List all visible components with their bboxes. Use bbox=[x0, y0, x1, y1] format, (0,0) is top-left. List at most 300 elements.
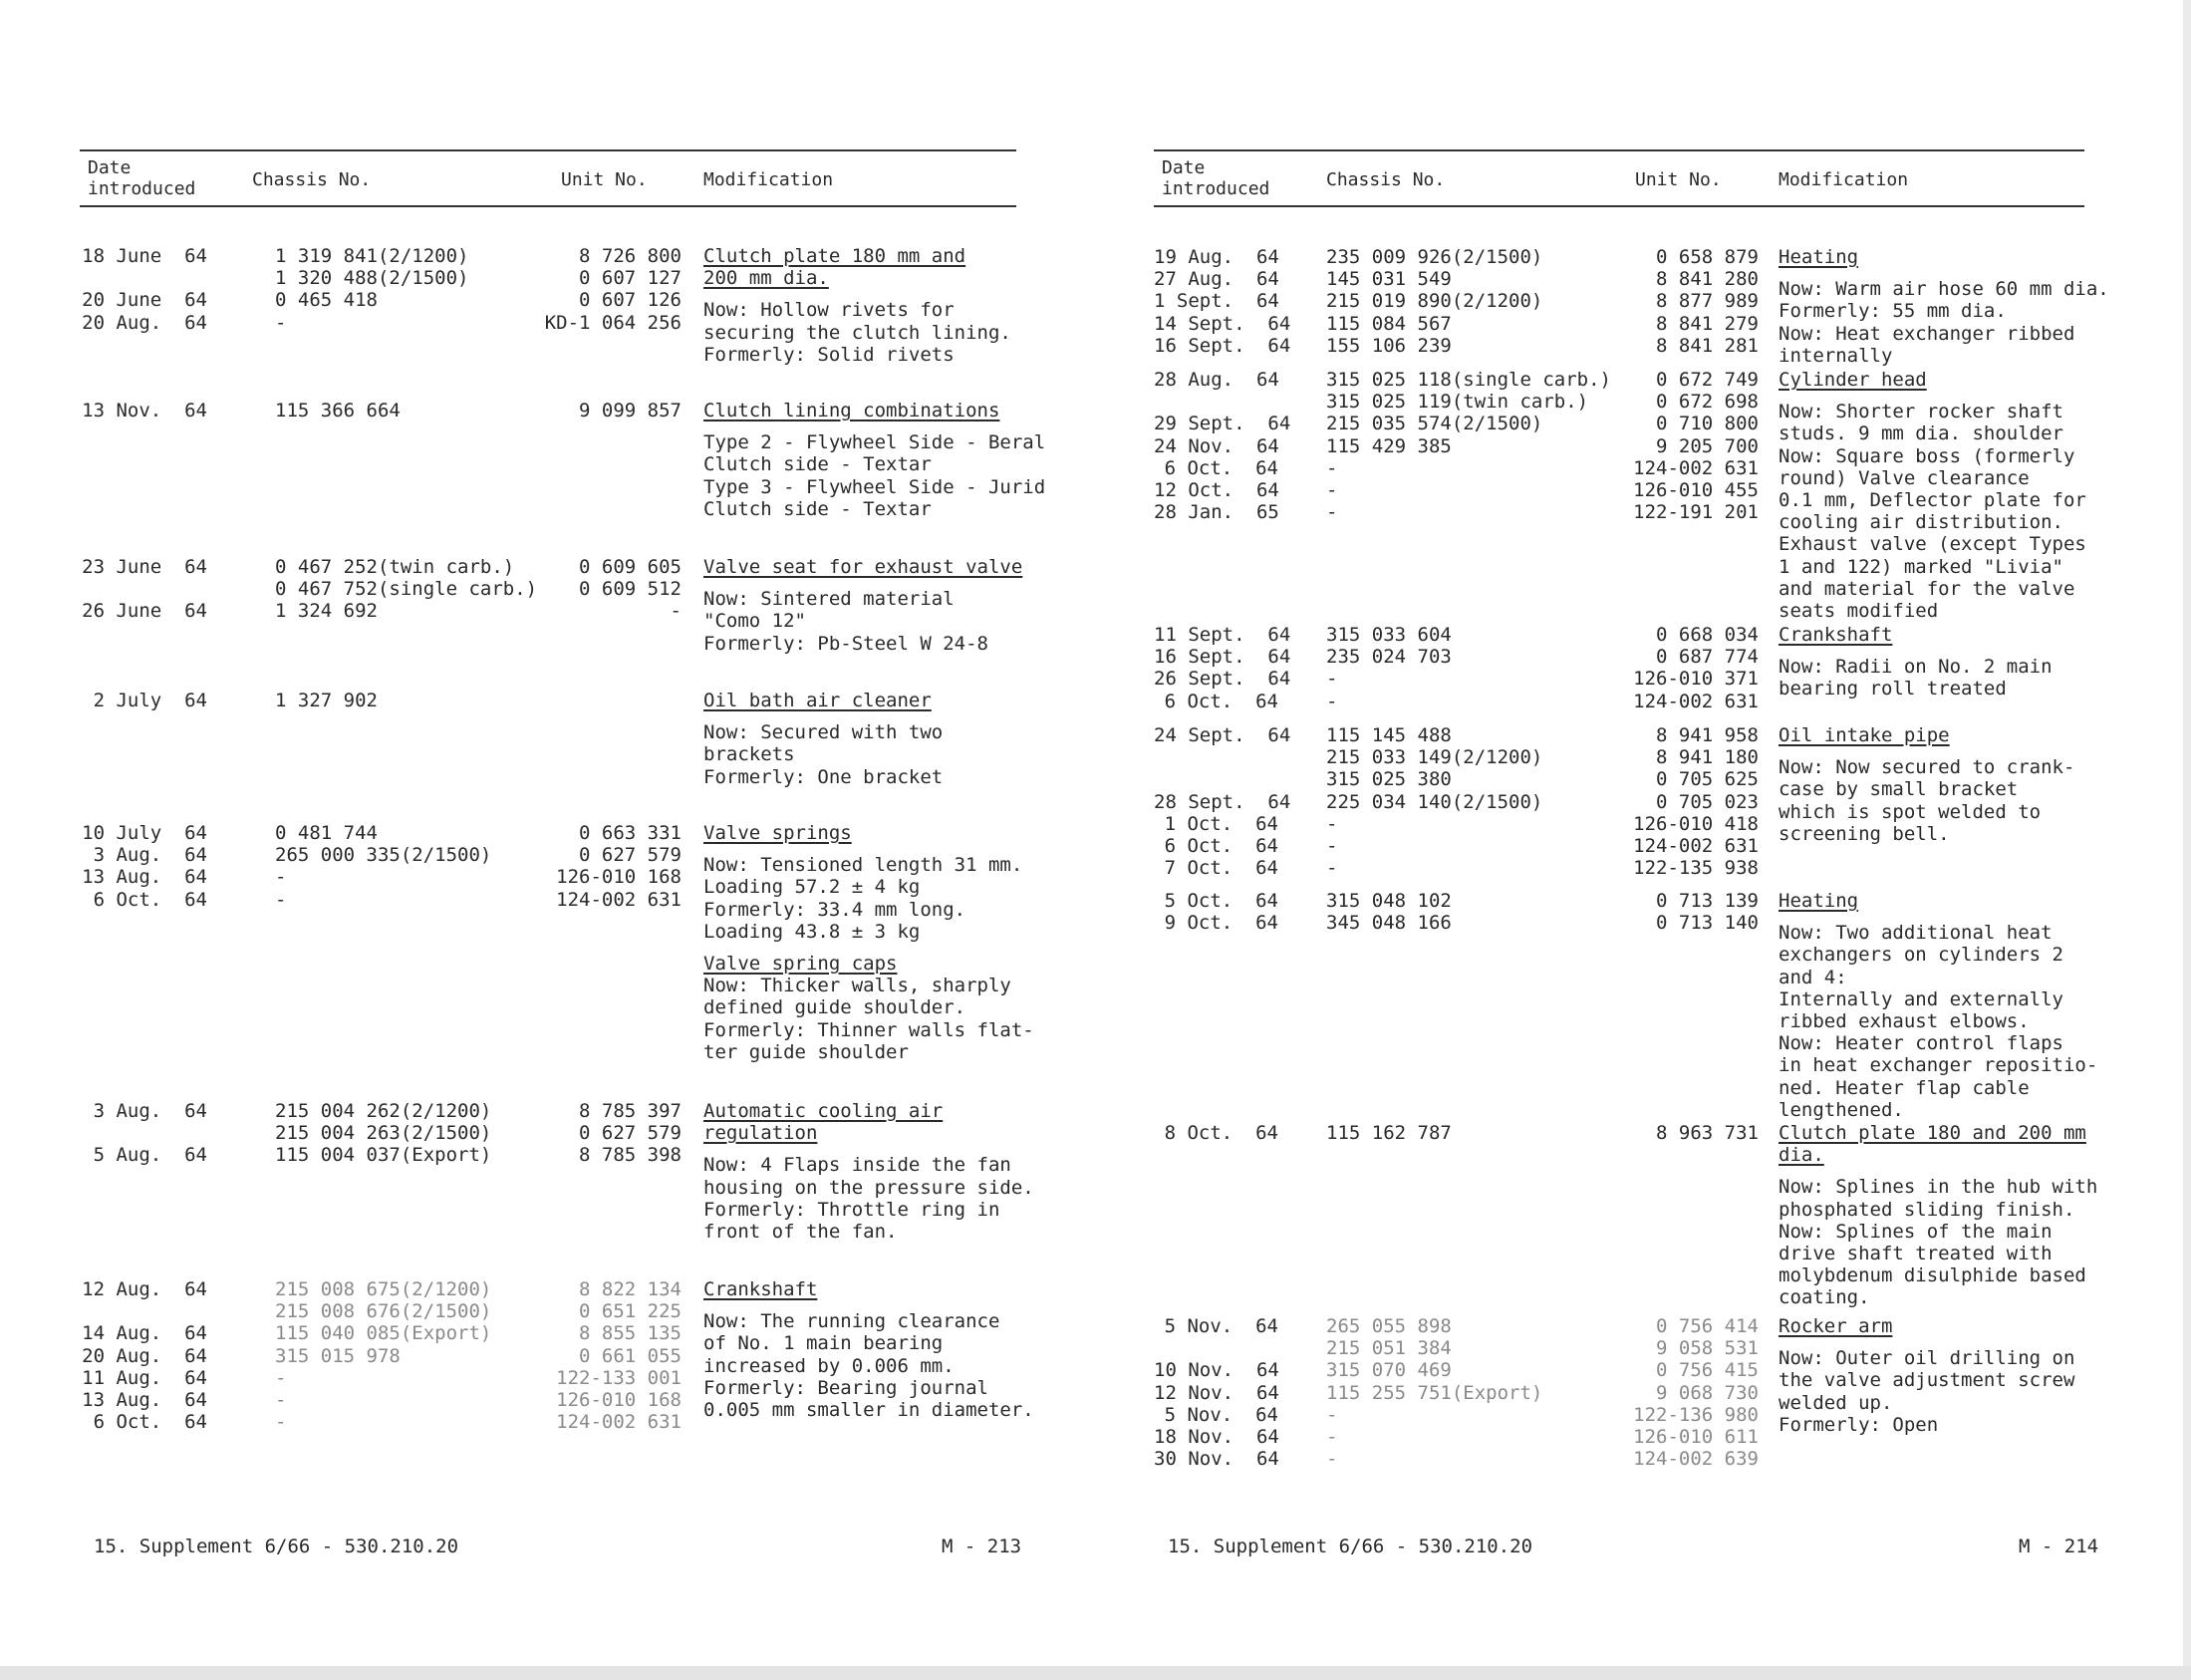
date-cell bbox=[80, 690, 207, 711]
unit-cell bbox=[1154, 724, 1759, 879]
unit-number: 126-010 371 bbox=[1633, 668, 1759, 691]
spacer bbox=[703, 289, 1011, 299]
chassis-number: - bbox=[1326, 834, 1338, 857]
unit-cell bbox=[80, 245, 682, 334]
modification-title: dia. bbox=[1779, 1144, 1824, 1167]
modification-text: Formerly: Thinner walls flat- bbox=[703, 1018, 1034, 1041]
chassis-number: 215 008 676(2/1500) bbox=[275, 1300, 492, 1323]
modification-text: Type 2 - Flywheel Side - Beral bbox=[703, 431, 1046, 454]
date-introduced: 28 Jan. 65 bbox=[1154, 501, 1279, 524]
chassis-number: - bbox=[1326, 857, 1338, 880]
chassis-number: 115 145 488 bbox=[1326, 724, 1452, 746]
date-introduced: 23 June 64 bbox=[82, 556, 207, 578]
spacer bbox=[703, 421, 1045, 431]
unit-number: 124-002 631 bbox=[1633, 690, 1759, 712]
modification-text: 0.005 mm smaller in diameter. bbox=[703, 1398, 1034, 1421]
modification-text: phosphated sliding finish. bbox=[1779, 1198, 2075, 1221]
chassis-number: 155 106 239 bbox=[1326, 334, 1452, 357]
modification-text: exchangers on cylinders 2 bbox=[1779, 944, 2063, 967]
spacer bbox=[1779, 746, 2074, 756]
modification-column-header: Modification bbox=[1779, 169, 1909, 190]
chassis-number: 1 319 841(2/1200) bbox=[275, 245, 469, 267]
modification-cell bbox=[703, 556, 1022, 655]
modification-title: Crankshaft bbox=[1779, 624, 1893, 646]
unit-number: 0 713 140 bbox=[1656, 912, 1759, 935]
unit-cell bbox=[1154, 890, 1759, 934]
modification-text: Now: Splines of the main bbox=[1779, 1220, 2053, 1243]
modification-text: coating. bbox=[1779, 1286, 1870, 1309]
modification-text: welded up. bbox=[1779, 1391, 1893, 1414]
unit-number: 0 609 512 bbox=[579, 578, 682, 601]
modification-text: Now: Thicker walls, sharply bbox=[703, 975, 1011, 997]
modification-text: Now: Shorter rocker shaft bbox=[1779, 401, 2063, 423]
date-introduced: 28 Sept. 64 bbox=[1154, 790, 1291, 813]
unit-number: 0 705 625 bbox=[1656, 768, 1759, 791]
unit-number: 9 058 531 bbox=[1656, 1337, 1759, 1360]
spacer bbox=[703, 943, 1034, 953]
modification-text: Formerly: Bearing journal bbox=[703, 1376, 988, 1399]
unit-cell bbox=[80, 822, 682, 911]
modification-text: Now: Radii on No. 2 main bbox=[1779, 656, 2053, 679]
modification-text: ter guide shoulder bbox=[703, 1040, 909, 1063]
modification-cell bbox=[1779, 1122, 2097, 1309]
unit-number: 8 841 279 bbox=[1656, 312, 1759, 335]
date-introduced: 16 Sept. 64 bbox=[1154, 646, 1291, 669]
unit-number: 0 687 774 bbox=[1656, 646, 1759, 669]
modification-text: internally bbox=[1779, 344, 1893, 367]
date-introduced: 3 Aug. 64 bbox=[93, 844, 207, 867]
date-introduced: 18 June 64 bbox=[82, 245, 207, 267]
chassis-number: 115 366 664 bbox=[275, 400, 401, 421]
modification-text: bearing roll treated bbox=[1779, 678, 2007, 700]
chassis-number: 315 025 380 bbox=[1326, 768, 1452, 791]
unit-number: 0 609 605 bbox=[579, 556, 682, 578]
modification-text: Now: Heater control flaps bbox=[1779, 1032, 2063, 1055]
chassis-number: - bbox=[1326, 456, 1338, 479]
modification-text: Now: Square boss (formerly bbox=[1779, 444, 2075, 467]
unit-cell bbox=[1154, 624, 1759, 712]
modification-title: Oil intake pipe bbox=[1779, 724, 1950, 746]
modification-text: Type 3 - Flywheel Side - Jurid bbox=[703, 475, 1046, 498]
unit-number: 0 713 139 bbox=[1656, 890, 1759, 912]
unit-number: 0 672 698 bbox=[1656, 391, 1759, 414]
unit-number: 122-191 201 bbox=[1633, 501, 1759, 524]
modification-text: seats modified bbox=[1779, 599, 1939, 622]
modification-text: studs. 9 mm dia. shoulder bbox=[1779, 422, 2063, 445]
chassis-number: 115 162 787 bbox=[1326, 1122, 1452, 1144]
modification-text: increased by 0.006 mm. bbox=[703, 1354, 955, 1377]
unit-number: 0 661 055 bbox=[579, 1344, 682, 1367]
modification-text: of No. 1 main bearing bbox=[703, 1332, 944, 1355]
modification-title: Oil bath air cleaner bbox=[703, 690, 932, 711]
modification-title: Valve springs bbox=[703, 822, 852, 844]
modification-text: in heat exchanger repositio- bbox=[1779, 1054, 2098, 1077]
unit-number: 8 855 135 bbox=[579, 1322, 682, 1345]
spacer bbox=[1779, 391, 2086, 401]
date-introduced: 11 Sept. 64 bbox=[1154, 624, 1291, 646]
chassis-number: - bbox=[1326, 501, 1338, 524]
date-introduced: 5 Aug. 64 bbox=[93, 1144, 207, 1167]
unit-number: 8 785 398 bbox=[579, 1144, 682, 1167]
date-introduced: 13 Aug. 64 bbox=[82, 866, 207, 889]
chassis-number: 115 255 751(Export) bbox=[1326, 1381, 1543, 1404]
date-introduced: 3 Aug. 64 bbox=[93, 1100, 207, 1122]
chassis-number: - bbox=[275, 866, 287, 889]
modification-cell bbox=[703, 690, 943, 788]
unit-number: 9 205 700 bbox=[1656, 434, 1759, 457]
date-introduced: 20 Aug. 64 bbox=[82, 1344, 207, 1367]
date-introduced: 28 Aug. 64 bbox=[1154, 369, 1279, 391]
unit-number: 124-002 631 bbox=[1633, 456, 1759, 479]
chassis-number: 215 004 262(2/1200) bbox=[275, 1100, 492, 1122]
right-page bbox=[1154, 0, 2110, 1680]
date-introduced: 8 Oct. 64 bbox=[1164, 1122, 1278, 1144]
modification-title: regulation bbox=[703, 1122, 818, 1145]
modification-text: Now: Heat exchanger ribbed bbox=[1779, 322, 2075, 345]
chassis-number: 215 033 149(2/1200) bbox=[1326, 746, 1543, 769]
modification-text: "Como 12" bbox=[703, 610, 806, 633]
spacer bbox=[703, 578, 1022, 588]
unit-number: 8 941 958 bbox=[1656, 724, 1759, 746]
date-introduced: 5 Nov. 64 bbox=[1164, 1315, 1278, 1337]
date-introduced: 6 Oct. 64 bbox=[93, 888, 207, 911]
date-introduced: 24 Nov. 64 bbox=[1154, 434, 1279, 457]
chassis-number: 1 327 902 bbox=[275, 690, 378, 711]
date-introduced: 26 June 64 bbox=[82, 600, 207, 623]
chassis-number: 115 004 037(Export) bbox=[275, 1144, 492, 1167]
unit-number: 9 099 857 bbox=[579, 400, 682, 421]
date-introduced: 18 Nov. 64 bbox=[1154, 1425, 1279, 1448]
date-introduced: 6 Oct. 64 bbox=[93, 1411, 207, 1434]
unit-number: 126-010 168 bbox=[556, 866, 682, 889]
page-number: M - 213 bbox=[942, 1536, 1022, 1557]
date-column-header: Date introduced bbox=[88, 157, 196, 199]
modification-text: defined guide shoulder. bbox=[703, 996, 966, 1019]
chassis-number: - bbox=[275, 1388, 287, 1411]
date-introduced: 14 Sept. 64 bbox=[1154, 312, 1291, 335]
date-introduced: 16 Sept. 64 bbox=[1154, 334, 1291, 357]
unit-number: 124-002 631 bbox=[1633, 834, 1759, 857]
spacer bbox=[1779, 268, 2109, 278]
spacer bbox=[1779, 912, 2097, 922]
header-rule-bottom bbox=[1154, 205, 2084, 207]
left-page bbox=[80, 0, 1046, 1680]
modification-cell bbox=[1779, 724, 2074, 845]
unit-cell bbox=[80, 1278, 682, 1433]
chassis-number: 235 024 703 bbox=[1326, 646, 1452, 669]
modification-text: Now: Tensioned length 31 mm. bbox=[703, 854, 1023, 877]
modification-text: Now: Two additional heat bbox=[1779, 922, 2053, 945]
modification-text: front of the fan. bbox=[703, 1220, 898, 1243]
modification-text: 0.1 mm, Deflector plate for bbox=[1779, 488, 2086, 511]
modification-text: Formerly: Throttle ring in bbox=[703, 1198, 1000, 1221]
modification-text: Formerly: Solid rivets bbox=[703, 343, 955, 366]
modification-cell bbox=[1779, 890, 2097, 1121]
chassis-number: 215 035 574(2/1500) bbox=[1326, 413, 1543, 435]
unit-cell bbox=[1154, 1315, 1759, 1470]
unit-cell bbox=[1154, 246, 1759, 357]
unit-number: KD-1 064 256 bbox=[544, 311, 682, 334]
date-introduced: 12 Oct. 64 bbox=[1154, 478, 1279, 501]
modification-text: Now: 4 Flaps inside the fan bbox=[703, 1154, 1011, 1177]
modification-text: 1 and 122) marked "Livia" bbox=[1779, 555, 2063, 578]
header-rule-top bbox=[80, 149, 1016, 151]
unit-number: 124-002 631 bbox=[556, 1411, 682, 1434]
modification-text: Clutch side - Textar bbox=[703, 497, 932, 520]
unit-number: 8 785 397 bbox=[579, 1100, 682, 1122]
chassis-number: 1 324 692 bbox=[275, 600, 378, 623]
modification-text: and material for the valve bbox=[1779, 577, 2075, 600]
unit-cell bbox=[80, 1100, 682, 1167]
unit-number: 0 607 127 bbox=[579, 267, 682, 290]
unit-number: 8 726 800 bbox=[579, 245, 682, 267]
spacer bbox=[703, 1300, 1034, 1310]
modification-text: Now: Now secured to crank- bbox=[1779, 756, 2075, 779]
unit-number: 8 841 281 bbox=[1656, 334, 1759, 357]
modification-cell bbox=[703, 822, 1034, 1063]
chassis-number: - bbox=[275, 1411, 287, 1434]
unit-number: 0 627 579 bbox=[579, 844, 682, 867]
modification-text: drive shaft treated with bbox=[1779, 1242, 2053, 1264]
modification-title: Clutch plate 180 and 200 mm bbox=[1779, 1122, 2086, 1144]
chassis-number: 115 429 385 bbox=[1326, 434, 1452, 457]
modification-text: brackets bbox=[703, 743, 795, 766]
modification-text: Exhaust valve (except Types bbox=[1779, 533, 2086, 556]
modification-text: Formerly: 55 mm dia. bbox=[1779, 300, 2007, 323]
spacer bbox=[703, 844, 1034, 854]
date-introduced: 13 Aug. 64 bbox=[82, 1388, 207, 1411]
modification-text: Internally and externally bbox=[1779, 987, 2063, 1010]
unit-number: 8 941 180 bbox=[1656, 746, 1759, 769]
date-introduced: 20 June 64 bbox=[82, 289, 207, 312]
unit-number: 8 822 134 bbox=[579, 1278, 682, 1300]
unit-number: 0 756 414 bbox=[1656, 1315, 1759, 1337]
unit-number: 0 663 331 bbox=[579, 822, 682, 844]
modification-column-header: Modification bbox=[703, 169, 834, 190]
unit-number: 9 068 730 bbox=[1656, 1381, 1759, 1404]
modification-text: Now: Sintered material bbox=[703, 588, 955, 611]
modification-text: Formerly: Pb-Steel W 24-8 bbox=[703, 632, 988, 655]
chassis-number: 265 055 898 bbox=[1326, 1315, 1452, 1337]
date-introduced: 20 Aug. 64 bbox=[82, 311, 207, 334]
date-column-header: Date introduced bbox=[1162, 157, 1270, 199]
date-introduced: 11 Aug. 64 bbox=[82, 1366, 207, 1389]
chassis-number: 215 008 675(2/1200) bbox=[275, 1278, 492, 1300]
modification-text: Now: Secured with two bbox=[703, 721, 944, 744]
unit-cell bbox=[1154, 1122, 1759, 1144]
footer-supplement: 15. Supplement 6/66 - 530.210.20 bbox=[1168, 1536, 1533, 1557]
modification-text: lengthened. bbox=[1779, 1098, 1904, 1121]
chassis-number: 145 031 549 bbox=[1326, 268, 1452, 291]
chassis-number: - bbox=[275, 1366, 287, 1389]
chassis-number: 345 048 166 bbox=[1326, 912, 1452, 935]
chassis-number: - bbox=[1326, 812, 1338, 835]
date-introduced: 27 Aug. 64 bbox=[1154, 268, 1279, 291]
date-introduced: 2 July 64 bbox=[93, 690, 207, 711]
modification-title: Clutch plate 180 mm and bbox=[703, 245, 966, 267]
modification-text: Formerly: One bracket bbox=[703, 765, 944, 788]
unit-number: 126-010 611 bbox=[1633, 1425, 1759, 1448]
modification-text: case by small bracket bbox=[1779, 778, 2019, 801]
date-introduced: 6 Oct. 64 bbox=[1164, 456, 1278, 479]
chassis-number: - bbox=[1326, 1448, 1338, 1471]
chassis-number: 215 051 384 bbox=[1326, 1337, 1452, 1360]
modification-cell bbox=[703, 1278, 1034, 1421]
modification-text: and 4: bbox=[1779, 966, 1847, 988]
spacer bbox=[703, 711, 943, 721]
unit-number: 126-010 168 bbox=[556, 1388, 682, 1411]
date-introduced: 6 Oct. 64 bbox=[1164, 834, 1278, 857]
chassis-number: 315 015 978 bbox=[275, 1344, 401, 1367]
date-introduced: 29 Sept. 64 bbox=[1154, 413, 1291, 435]
spacer bbox=[703, 1144, 1034, 1154]
modification-text: ribbed exhaust elbows. bbox=[1779, 1009, 2030, 1032]
unit-number: 122-133 001 bbox=[556, 1366, 682, 1389]
header-rule-bottom bbox=[80, 205, 1016, 207]
date-introduced: 26 Sept. 64 bbox=[1154, 668, 1291, 691]
chassis-number: - bbox=[1326, 690, 1338, 712]
modification-text: Formerly: Open bbox=[1779, 1413, 1939, 1436]
modification-text: Now: Splines in the hub with bbox=[1779, 1176, 2098, 1199]
chassis-number: 115 040 085(Export) bbox=[275, 1322, 492, 1345]
unit-number: 8 963 731 bbox=[1656, 1122, 1759, 1144]
unit-number: - bbox=[670, 600, 682, 623]
date-introduced: 30 Nov. 64 bbox=[1154, 1448, 1279, 1471]
chassis-number: - bbox=[275, 888, 287, 911]
chassis-number: 0 481 744 bbox=[275, 822, 378, 844]
unit-number: 0 756 415 bbox=[1656, 1359, 1759, 1382]
modification-cell bbox=[703, 1100, 1034, 1243]
date-introduced: 12 Aug. 64 bbox=[82, 1278, 207, 1300]
modification-cell bbox=[703, 245, 1011, 366]
modification-title: 200 mm dia. bbox=[703, 267, 829, 290]
modification-text: Now: Hollow rivets for bbox=[703, 299, 955, 322]
modification-cell bbox=[1779, 1315, 2074, 1436]
chassis-number: 225 034 140(2/1500) bbox=[1326, 790, 1543, 813]
unit-number: 0 710 800 bbox=[1656, 413, 1759, 435]
date-introduced: 5 Nov. 64 bbox=[1164, 1403, 1278, 1426]
chassis-number: - bbox=[1326, 478, 1338, 501]
page-number: M - 214 bbox=[2019, 1536, 2099, 1557]
chassis-number: 315 025 119(twin carb.) bbox=[1326, 391, 1589, 414]
date-introduced: 1 Sept. 64 bbox=[1154, 290, 1279, 313]
modification-text: Clutch side - Textar bbox=[703, 453, 932, 476]
modification-text: Loading 57.2 ± 4 kg bbox=[703, 876, 921, 899]
unit-number: 126-010 418 bbox=[1633, 812, 1759, 835]
header-rule-top bbox=[1154, 149, 2084, 151]
date-introduced: 24 Sept. 64 bbox=[1154, 724, 1291, 746]
date-introduced: 12 Nov. 64 bbox=[1154, 1381, 1279, 1404]
chassis-column-header: Chassis No. bbox=[252, 169, 372, 190]
chassis-number: 315 048 102 bbox=[1326, 890, 1452, 912]
chassis-column-header: Chassis No. bbox=[1326, 169, 1446, 190]
spacer bbox=[1779, 1166, 2097, 1176]
unit-number: 0 627 579 bbox=[579, 1122, 682, 1145]
chassis-cell bbox=[275, 690, 378, 711]
modification-title: Heating bbox=[1779, 890, 1859, 912]
chassis-number: 315 070 469 bbox=[1326, 1359, 1452, 1382]
date-introduced: 19 Aug. 64 bbox=[1154, 246, 1279, 268]
modification-title: Valve seat for exhaust valve bbox=[703, 556, 1023, 578]
spacer bbox=[1779, 646, 2053, 656]
date-introduced: 13 Nov. 64 bbox=[82, 400, 207, 421]
unit-number: 124-002 639 bbox=[1633, 1448, 1759, 1471]
modification-text: securing the clutch lining. bbox=[703, 321, 1011, 344]
modification-text: Now: Warm air hose 60 mm dia. bbox=[1779, 278, 2109, 301]
modification-title: Crankshaft bbox=[703, 1278, 818, 1300]
date-introduced: 6 Oct. 64 bbox=[1164, 690, 1278, 712]
modification-title: Automatic cooling air bbox=[703, 1100, 944, 1122]
chassis-number: - bbox=[275, 311, 287, 334]
chassis-number: - bbox=[1326, 1403, 1338, 1426]
chassis-number: - bbox=[1326, 1425, 1338, 1448]
chassis-number: 215 004 263(2/1500) bbox=[275, 1122, 492, 1145]
date-introduced: 7 Oct. 64 bbox=[1164, 857, 1278, 880]
unit-number: 0 658 879 bbox=[1656, 246, 1759, 268]
modification-title: Rocker arm bbox=[1779, 1315, 1893, 1337]
unit-number: 8 841 280 bbox=[1656, 268, 1759, 291]
footer-supplement: 15. Supplement 6/66 - 530.210.20 bbox=[94, 1536, 459, 1557]
modification-title: Clutch lining combinations bbox=[703, 400, 1000, 421]
modification-text: Formerly: 33.4 mm long. bbox=[703, 898, 966, 921]
modification-text: molybdenum disulphide based bbox=[1779, 1264, 2086, 1287]
chassis-number: 0 465 418 bbox=[275, 289, 378, 312]
modification-text: the valve adjustment screw bbox=[1779, 1369, 2075, 1392]
date-introduced: 10 July 64 bbox=[82, 822, 207, 844]
chassis-number: 235 009 926(2/1500) bbox=[1326, 246, 1543, 268]
unit-column-header: Unit No. bbox=[1635, 169, 1722, 190]
modification-text: screening bell. bbox=[1779, 822, 1950, 845]
chassis-number: 315 025 118(single carb.) bbox=[1326, 369, 1611, 391]
modification-text: ned. Heater flap cable bbox=[1779, 1076, 2030, 1099]
unit-number: 0 607 126 bbox=[579, 289, 682, 312]
chassis-number: 0 467 752(single carb.) bbox=[275, 578, 538, 601]
modification-text: which is spot welded to bbox=[1779, 800, 2042, 823]
modification-text: housing on the pressure side. bbox=[703, 1176, 1034, 1199]
date-introduced: 14 Aug. 64 bbox=[82, 1322, 207, 1345]
chassis-number: 1 320 488(2/1500) bbox=[275, 267, 469, 290]
date-introduced: 1 Oct. 64 bbox=[1164, 812, 1278, 835]
unit-cell bbox=[80, 556, 682, 623]
scan-edge bbox=[2183, 0, 2191, 1680]
modification-text: round) Valve clearance bbox=[1779, 466, 2030, 489]
chassis-number: 215 019 890(2/1200) bbox=[1326, 290, 1543, 313]
chassis-number: - bbox=[1326, 668, 1338, 691]
modification-cell bbox=[1779, 369, 2086, 622]
unit-number: 122-135 938 bbox=[1633, 857, 1759, 880]
unit-column-header: Unit No. bbox=[561, 169, 648, 190]
unit-number: 122-136 980 bbox=[1633, 1403, 1759, 1426]
modification-title: Cylinder head bbox=[1779, 369, 1927, 391]
modification-title: Heating bbox=[1779, 246, 1859, 268]
modification-text: Now: Outer oil drilling on bbox=[1779, 1347, 2075, 1370]
unit-number: 0 651 225 bbox=[579, 1300, 682, 1323]
modification-title: Valve spring caps bbox=[703, 952, 898, 975]
modification-text: Loading 43.8 ± 3 kg bbox=[703, 920, 921, 943]
modification-text: cooling air distribution. bbox=[1779, 511, 2063, 534]
unit-number: 126-010 455 bbox=[1633, 478, 1759, 501]
date-introduced: 5 Oct. 64 bbox=[1164, 890, 1278, 912]
unit-number: 0 705 023 bbox=[1656, 790, 1759, 813]
modification-cell bbox=[1779, 246, 2109, 367]
unit-number: 0 672 749 bbox=[1656, 369, 1759, 391]
unit-cell bbox=[1154, 369, 1759, 523]
unit-cell bbox=[80, 400, 682, 421]
date-introduced: 10 Nov. 64 bbox=[1154, 1359, 1279, 1382]
spacer bbox=[1779, 1337, 2074, 1347]
modification-cell bbox=[703, 400, 1045, 520]
unit-number: 124-002 631 bbox=[556, 888, 682, 911]
